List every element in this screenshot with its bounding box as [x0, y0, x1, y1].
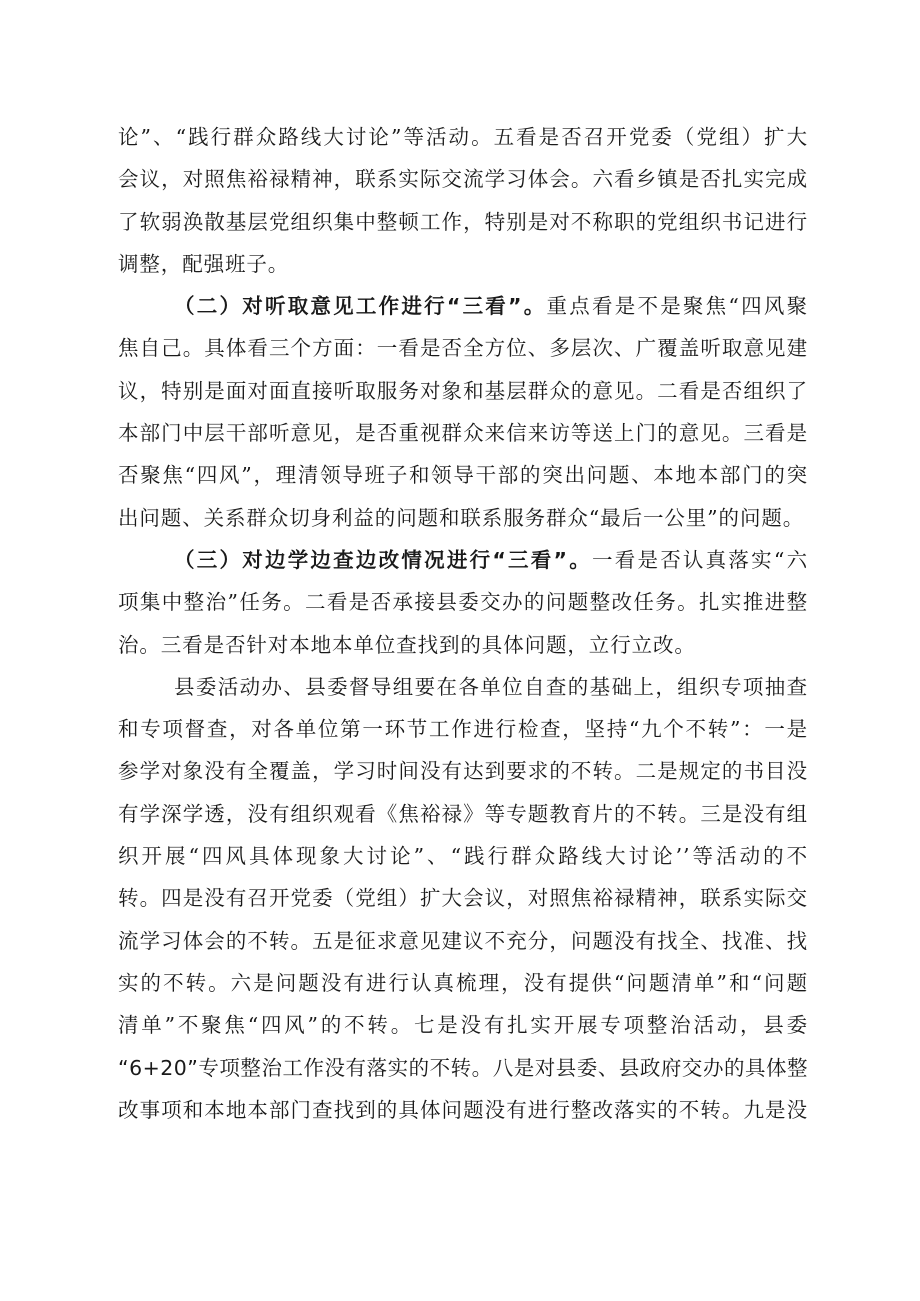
paragraph-listening-opinions	[118, 285, 808, 539]
text-line: 清单”不聚焦“四风”的不转。七是没有扎实开展专项整治活动，县委	[118, 1013, 808, 1038]
text-line: 转。四是没有召开党委（党组）扩大会议，对照焦裕禄精神，联系实际交	[118, 886, 808, 911]
text-line: 本部门中层干部听意见，是否重视群众来信来访等送上门的意见。三看是	[118, 421, 808, 446]
text-line: 论”、“践行群众路线大讨论”等活动。五看是否召开党委（党组）扩大	[118, 125, 808, 149]
paragraph-nine-no-turn	[118, 666, 808, 1131]
text-line: 改事项和本地本部门查找到的具体问题没有进行整改落实的不转。九是没	[118, 1097, 808, 1122]
text-line: 否聚焦“四风”，理清领导班子和领导干部的突出问题、本地本部门的突	[118, 463, 808, 488]
text-line: 治。三看是否针对本地本单位查找到的具体问题，立行立改。	[118, 632, 696, 657]
text-line: 和专项督查，对各单位第一环节工作进行检查，坚持“九个不转”：一是	[118, 717, 808, 742]
text-line	[118, 285, 808, 327]
text-line: 出问题、关系群众切身利益的问题和联系服务群众“最后一公里”的问题。	[118, 505, 805, 530]
text-line: “6+20”专项整治工作没有落实的不转。八是对县委、县政府交办的具体整	[118, 1055, 808, 1080]
text-run: 重点看是不是聚焦“四风聚	[546, 294, 808, 319]
paragraph-learning-checking	[118, 539, 808, 666]
text-line	[118, 539, 808, 581]
text-line: 流学习体会的不转。五是征求意见建议不充分，问题没有找全、找准、找	[118, 928, 808, 953]
text-line: 参学对象没有全覆盖，学习时间没有达到要求的不转。二是规定的书目没	[118, 759, 808, 784]
text-line: 了软弱涣散基层党组织集中整顿工作，特别是对不称职的党组织书记进行	[118, 209, 808, 234]
text-run: 一看是否认真落实“六	[591, 547, 808, 572]
document-page	[118, 116, 808, 1131]
text-line: 议，特别是面对面直接听取服务对象和基层群众的意见。二看是否组织了	[118, 378, 808, 403]
text-line: 织开展“四风具体现象大讨论”、“践行群众路线大讨论’’等活动的不	[118, 844, 808, 869]
text-line: 焦自己。具体看三个方面：一看是否全方位、多层次、广覆盖听取意见建	[118, 336, 808, 361]
text-line: 实的不转。六是问题没有进行认真梳理，没有提供“问题清单”和“问题	[118, 970, 808, 995]
text-line: 项集中整治”任务。二看是否承接县委交办的问题整改任务。扎实推进整	[118, 590, 808, 615]
text-line: 县委活动办、县委督导组要在各单位自查的基础上，组织专项抽查	[174, 674, 808, 699]
text-line: 调整，配强班子。	[118, 251, 290, 276]
text-line: 会议，对照焦裕禄精神，联系实际交流学习体会。六看乡镇是否扎实完成	[118, 167, 808, 192]
paragraph-continuation	[118, 116, 808, 285]
section-heading: （三）对边学边查边改情况进行“三看”。	[174, 547, 592, 572]
section-heading: （二）对听取意见工作进行“三看”。	[174, 294, 547, 319]
text-line: 有学深学透，没有组织观看《焦裕禄》等专题教育片的不转。三是没有组	[118, 801, 808, 826]
